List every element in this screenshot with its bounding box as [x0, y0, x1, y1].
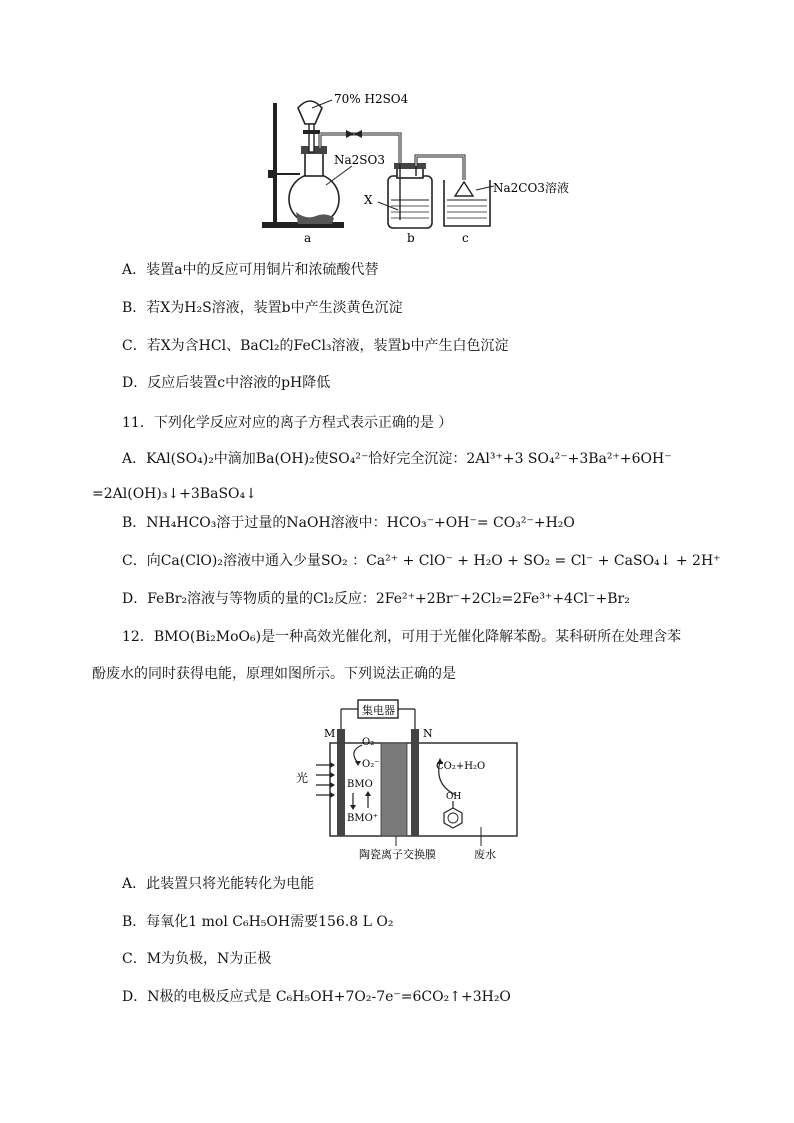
q12-option-a: A．此装置只将光能转化为电能: [122, 876, 315, 892]
q10-option-c: C．若X为含HCl、BaCl₂的FeCl₃溶液，装置b中产生白色沉淀: [122, 338, 509, 354]
label-b: b: [407, 231, 415, 245]
solid-label: Na2SO3: [334, 153, 385, 167]
bmo-plus-label: BMO⁺: [347, 813, 379, 824]
label-a: a: [304, 231, 312, 245]
apparatus-figure: [0, 0, 794, 250]
o2-label: O₂: [362, 737, 375, 748]
q11-stem: 11．下列化学反应对应的离子方程式表示正确的是 ）: [122, 415, 453, 431]
q12-stem-cont: 酚废水的同时获得电能，原理如图所示。下列说法正确的是: [92, 666, 456, 682]
q12-option-b: B．每氧化1 mol C₆H₅OH需要156.8 L O₂: [122, 914, 394, 930]
q11-option-a: A．KAl(SO₄)₂中滴加Ba(OH)₂使SO₄²⁻恰好完全沉淀：2Al³⁺+3 SO₄²⁻+3Ba²⁺+6OH⁻: [122, 451, 672, 467]
waste-label: 废水: [474, 848, 496, 861]
q11-option-c: C．向Ca(ClO)₂溶液中通入少量SO₂ ：Ca²⁺ + ClO⁻ + H₂O + SO₂ = Cl⁻ + CaSO₄↓ + 2H⁺: [122, 553, 721, 569]
q10-option-d: D．反应后装置c中溶液的pH降低: [122, 375, 331, 391]
cell-figure: [0, 695, 794, 865]
q10-option-a: A．装置a中的反应可用铜片和浓硫酸代替: [122, 262, 379, 278]
collector-label: 集电器: [362, 704, 395, 717]
q11-option-d: D．FeBr₂溶液与等物质的量的Cl₂反应：2Fe²⁺+2Br⁻+2Cl₂=2Fe³⁺+4Cl⁻+Br₂: [122, 591, 630, 607]
q11-option-a-cont: =2Al(OH)₃↓+3BaSO₄↓: [92, 486, 257, 502]
bmo-label: BMO: [347, 779, 373, 790]
c-solution-label: Na2CO3溶液: [493, 181, 569, 195]
oh-label: OH: [446, 792, 462, 802]
electrode-n-label: N: [423, 727, 433, 740]
q12-stem: 12．BMO(Bi₂MoO₆)是一种高效光催化剂，可用于光催化降解苯酚。某科研所在处理含苯: [122, 629, 682, 645]
q12-option-d: D．N极的电极反应式是 C₆H₅OH+7O₂-7e⁻=6CO₂↑+3H₂O: [122, 989, 511, 1005]
x-label: X: [364, 193, 373, 207]
label-c: c: [462, 231, 469, 245]
membrane-label: 陶瓷离子交换膜: [359, 848, 436, 861]
electrode-m-label: M: [324, 727, 336, 740]
q10-option-b: B．若X为H₂S溶液，装置b中产生淡黄色沉淀: [122, 300, 403, 316]
q12-option-c: C．M为负极，N为正极: [122, 951, 272, 967]
products-label: CO₂+H₂O: [436, 761, 486, 772]
o2-minus-label: O₂⁻: [362, 759, 380, 770]
q11-option-b: B．NH₄HCO₃溶于过量的NaOH溶液中：HCO₃⁻+OH⁻= CO₃²⁻+H₂O: [122, 515, 575, 531]
acid-label: 70% H2SO4: [334, 92, 409, 106]
light-label: 光: [296, 771, 309, 785]
